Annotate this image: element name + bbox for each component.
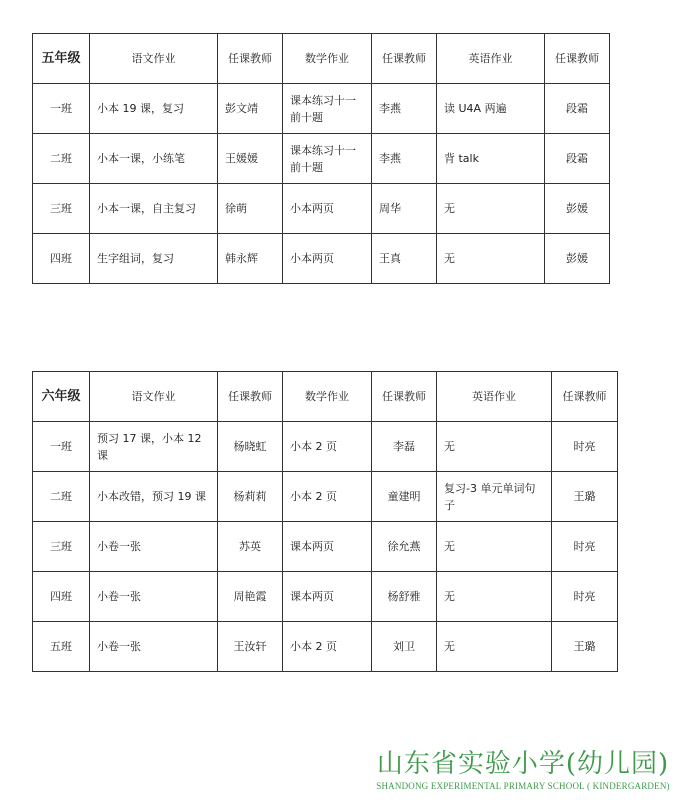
math-teacher: 李燕 [372, 84, 437, 134]
column-header: 数学作业 [283, 34, 372, 84]
chinese-teacher: 王媛媛 [218, 134, 283, 184]
class-name: 四班 [33, 234, 90, 284]
english-homework: 无 [437, 622, 552, 672]
chinese-teacher: 苏英 [218, 522, 283, 572]
math-teacher: 王真 [372, 234, 437, 284]
chinese-teacher: 徐萌 [218, 184, 283, 234]
math-teacher: 刘卫 [372, 622, 437, 672]
math-homework: 课本两页 [283, 572, 372, 622]
english-homework: 无 [437, 572, 552, 622]
table-header-row [33, 372, 618, 422]
math-teacher: 徐允燕 [372, 522, 437, 572]
math-teacher: 童建明 [372, 472, 437, 522]
school-name-english: SHANDONG EXPERIMENTAL PRIMARY SCHOOL ( KINDERGARDEN) [376, 781, 670, 791]
english-teacher: 王璐 [552, 472, 618, 522]
chinese-teacher: 杨莉莉 [218, 472, 283, 522]
english-homework: 读 U4A 两遍 [437, 84, 545, 134]
class-name: 三班 [33, 522, 90, 572]
chinese-teacher: 王汝轩 [218, 622, 283, 672]
english-teacher: 彭媛 [545, 184, 610, 234]
english-teacher: 王璐 [552, 622, 618, 672]
column-header: 任课教师 [218, 34, 283, 84]
chinese-homework: 小本改错，预习 19 课 [90, 472, 218, 522]
math-homework: 小本两页 [283, 234, 372, 284]
math-homework: 课本练习十一前十题 [283, 84, 372, 134]
english-homework: 背 talk [437, 134, 545, 184]
class-name: 二班 [33, 134, 90, 184]
grade-label: 五年级 [33, 34, 90, 84]
column-header: 英语作业 [437, 372, 552, 422]
column-header: 任课教师 [545, 34, 610, 84]
english-homework: 复习-3 单元单词句子 [437, 472, 552, 522]
math-teacher: 周华 [372, 184, 437, 234]
table-row [33, 622, 618, 672]
english-teacher: 时亮 [552, 422, 618, 472]
math-homework: 小本 2 页 [283, 622, 372, 672]
english-teacher: 时亮 [552, 572, 618, 622]
english-homework: 无 [437, 422, 552, 472]
table-row [33, 422, 618, 472]
school-name-chinese: 山东省实验小学(幼儿园) [376, 749, 670, 779]
english-homework: 无 [437, 234, 545, 284]
grade-label: 六年级 [33, 372, 90, 422]
table-row [33, 84, 610, 134]
english-teacher: 彭媛 [545, 234, 610, 284]
math-teacher: 杨舒雅 [372, 572, 437, 622]
chinese-homework: 生字组词，复习 [90, 234, 218, 284]
class-name: 三班 [33, 184, 90, 234]
column-header: 任课教师 [552, 372, 618, 422]
chinese-homework: 小卷一张 [90, 522, 218, 572]
math-teacher: 李磊 [372, 422, 437, 472]
column-header: 语文作业 [90, 372, 218, 422]
table-row [33, 472, 618, 522]
grade6-homework-table [32, 371, 618, 672]
chinese-homework: 小卷一张 [90, 572, 218, 622]
math-teacher: 李燕 [372, 134, 437, 184]
chinese-homework: 小卷一张 [90, 622, 218, 672]
column-header: 英语作业 [437, 34, 545, 84]
chinese-teacher: 杨晓虹 [218, 422, 283, 472]
chinese-teacher: 周艳霞 [218, 572, 283, 622]
english-teacher: 段霜 [545, 134, 610, 184]
english-homework: 无 [437, 184, 545, 234]
column-header: 语文作业 [90, 34, 218, 84]
class-name: 一班 [33, 422, 90, 472]
english-teacher: 时亮 [552, 522, 618, 572]
math-homework: 课本两页 [283, 522, 372, 572]
math-homework: 小本 2 页 [283, 472, 372, 522]
table-header-row [33, 34, 610, 84]
school-logo [375, 748, 671, 791]
table-row [33, 134, 610, 184]
table-row [33, 522, 618, 572]
class-name: 二班 [33, 472, 90, 522]
math-homework: 课本练习十一前十题 [283, 134, 372, 184]
table-row [33, 572, 618, 622]
grade5-homework-table [32, 33, 610, 284]
chinese-homework: 预习 17 课，小本 12 课 [90, 422, 218, 472]
chinese-homework: 小本一课，自主复习 [90, 184, 218, 234]
column-header: 任课教师 [218, 372, 283, 422]
chinese-teacher: 韩永辉 [218, 234, 283, 284]
class-name: 一班 [33, 84, 90, 134]
chinese-homework: 小本 19 课，复习 [90, 84, 218, 134]
english-homework: 无 [437, 522, 552, 572]
chinese-teacher: 彭文靖 [218, 84, 283, 134]
class-name: 五班 [33, 622, 90, 672]
math-homework: 小本 2 页 [283, 422, 372, 472]
chinese-homework: 小本一课，小练笔 [90, 134, 218, 184]
column-header: 任课教师 [372, 34, 437, 84]
math-homework: 小本两页 [283, 184, 372, 234]
column-header: 任课教师 [372, 372, 437, 422]
english-teacher: 段霜 [545, 84, 610, 134]
table-row [33, 234, 610, 284]
column-header: 数学作业 [283, 372, 372, 422]
table-row [33, 184, 610, 234]
class-name: 四班 [33, 572, 90, 622]
